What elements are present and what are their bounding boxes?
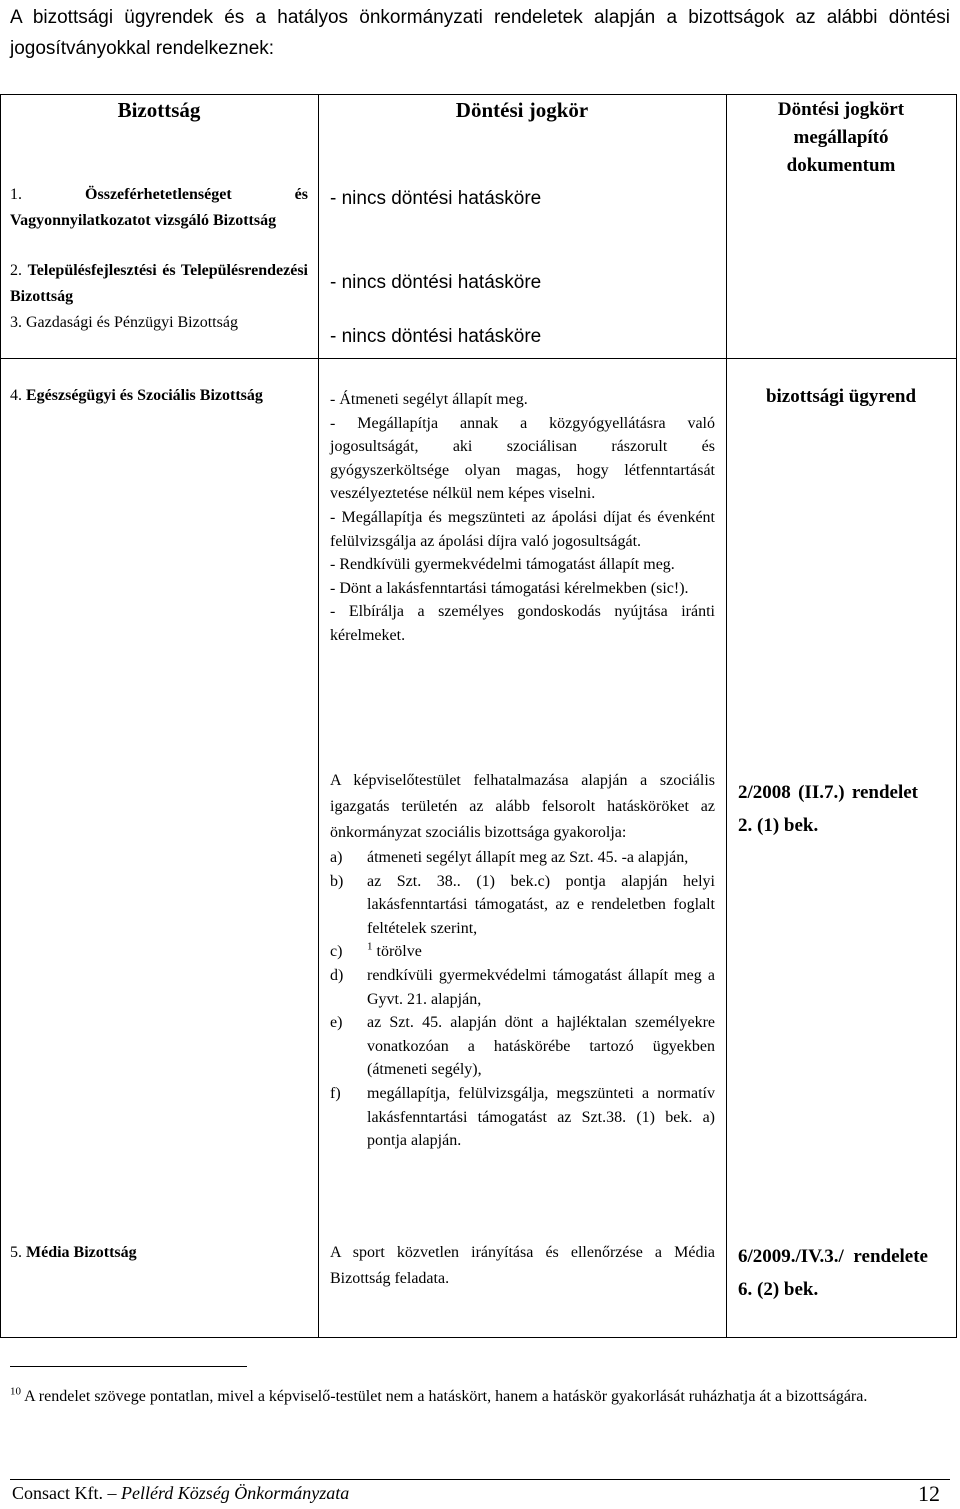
delegation-intro: A képviselőtestület felhatalmazása alapján a szociális igazgatás területén az alább felsorolt hatásköröket az önkormányzat szociális bizottsága gyakorolja: (330, 772, 715, 841)
row-5-authority: A sport közvetlen irányítása és ellenőrzése a Média Bizottság feladata. (330, 1244, 715, 1287)
row-5-committee: 5. Média Bizottság (10, 1244, 137, 1261)
authority-item: - Elbírálja a személyes gondoskodás nyújtása iránti kérelmeket. (330, 603, 715, 644)
page-number: 12 (918, 1481, 940, 1506)
header-document: Döntési jogkört megállapító dokumentum (777, 99, 905, 176)
delegation-list (330, 846, 715, 1153)
table-border-right (956, 94, 957, 1338)
delegation-document: 2/2008 (II.7.) rendelet 2. (1) bek. (738, 782, 918, 836)
footnote-number: 10 (10, 1385, 21, 1398)
row-5-document: 6/2009./IV.3./ rendelete 6. (2) bek. (738, 1246, 928, 1300)
authority-item: - Átmeneti segélyt állapít meg. (330, 391, 528, 408)
list-item: d) rendkívüli gyermekvédelmi támogatást állapít meg a Gyvt. 21. alapján, (330, 966, 715, 1008)
table-border-left (0, 94, 1, 1338)
footnote-rule (10, 1366, 247, 1367)
list-item: a) átmeneti segélyt állapít meg az Szt. 45. -a alapján, (330, 849, 689, 866)
header-authority: Döntési jogkör (455, 98, 589, 122)
footer-company: Consact Kft. (12, 1483, 103, 1503)
page-footer (12, 1483, 940, 1504)
row-divider (0, 358, 957, 359)
list-item: b) az Szt. 38.. (1) bek.c) pontja alapján helyi lakásfenntartási támogatást, az e rendeletben foglalt feltételek szerint, (330, 872, 715, 937)
row-3-authority: - nincs döntési hatásköre (330, 326, 542, 347)
row-4-document: bizottsági ügyrend (765, 386, 917, 407)
committee-table (0, 94, 957, 1338)
list-item: f) megállapítja, felülvizsgálja, megszünteti a normatív lakásfenntartási támogatást az Szt.38. (1) bek. a) pontja alapján. (330, 1084, 715, 1150)
row-4-authority-list (330, 388, 715, 648)
table-column-divider (318, 94, 319, 1338)
footer-rule (10, 1479, 950, 1480)
row-1-committee: 1. Összeférhetetlenséget és Vagyonnyilatkozatot vizsgáló Bizottság (10, 186, 309, 229)
row-4-committee: 4. Egészségügyi és Szociális Bizottság (10, 387, 263, 404)
header-committee: Bizottság (117, 98, 201, 122)
row-2-committee: 2. Településfejlesztési és Településrendezési Bizottság (10, 262, 308, 305)
intro-paragraph: A bizottsági ügyrendek és a hatályos önkormányzati rendeletek alapján a bizottságok az alábbi döntési jogosítványokkal rendelkeznek: (10, 7, 950, 59)
footer-separator: – (102, 1483, 121, 1503)
authority-item: - Rendkívüli gyermekvédelmi támogatást állapít meg. (330, 556, 675, 574)
list-item: c) $^1$ törölve (330, 941, 422, 961)
authority-item: - Megállapítja és megszünteti az ápolási díjat és évenként felülvizsgálja az ápolási díjra való jogosultságát. (330, 508, 715, 550)
row-3-committee: 3. Gazdasági és Pénzügyi Bizottság (10, 314, 238, 331)
authority-item: - Megállapítja annak a közgyógyellátásra való jogosultságát, aki szociálisan rászorult és gyógyszerköltsége olyan magas, hogy létfenntartását veszélyeztetése nélkül nem képes viselni. (330, 414, 715, 503)
table-column-divider (726, 94, 727, 1338)
list-item: e) az Szt. 45. alapján dönt a hajléktalan személyekre vonatkozóan a hatáskörébe tartozó ügyekben (átmeneti segély), (330, 1014, 715, 1079)
footnote-ref: 1 (367, 941, 373, 954)
footnote (10, 1385, 945, 1408)
authority-item: - Dönt a lakásfenntartási támogatási kérelmekben (sic!). (330, 579, 689, 597)
row-1-authority: - nincs döntési hatásköre (330, 188, 542, 209)
table-border-top (0, 94, 957, 95)
footer-title: Pellérd Község Önkormányzata (120, 1483, 350, 1503)
footnote-text: A rendelet szövege pontatlan, mivel a képviselő-testület nem a hatáskört, hanem a hatáskör gyakorlását ruházhatja át a bizottságára. (24, 1388, 868, 1405)
row-2-authority: - nincs döntési hatásköre (330, 272, 542, 293)
table-border-bottom (0, 1337, 957, 1338)
delegation-block (330, 768, 715, 1153)
